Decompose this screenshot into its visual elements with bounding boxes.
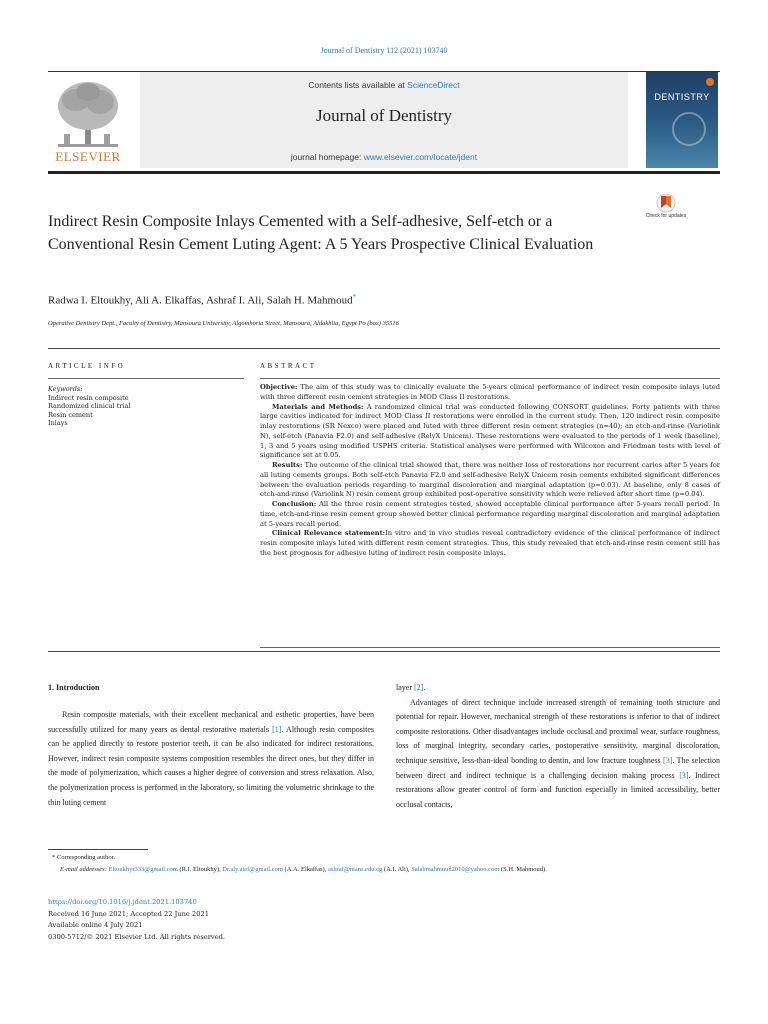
body-top-rule bbox=[48, 651, 720, 652]
received-dates: Received 16 June 2021; Accepted 22 June 2021 bbox=[48, 909, 210, 918]
keyword-item: Resin cement bbox=[48, 410, 93, 419]
article-info-rule bbox=[48, 378, 244, 379]
email-link[interactable]: ashraf@mans.edu.eg bbox=[327, 866, 383, 873]
cover-title: DENTISTRY bbox=[654, 92, 710, 102]
relevance-label: Clinical Relevance statement: bbox=[272, 529, 386, 538]
article-metadata bbox=[48, 897, 708, 943]
email-addresses bbox=[60, 863, 720, 876]
cover-graphic bbox=[672, 112, 706, 146]
email-owner: (A.A. Elkaffas), bbox=[282, 866, 328, 873]
journal-citation[interactable]: Journal of Dentistry 112 (2021) 103740 bbox=[320, 46, 448, 55]
objective-label: Objective: bbox=[260, 383, 298, 391]
check-for-updates-icon[interactable] bbox=[648, 192, 684, 228]
reference-link-3[interactable]: [3] bbox=[663, 755, 673, 765]
intro-text: layer bbox=[396, 683, 414, 692]
intro-paragraph bbox=[48, 708, 374, 810]
journal-homepage-line bbox=[140, 152, 628, 162]
header-bottom-rule bbox=[48, 171, 720, 174]
authors-text: Radwa I. Eltoukhy, Ali A. Elkaffas, Ashraf I. Ali, Salah H. Mahmoud bbox=[48, 294, 353, 307]
article-title: Indirect Resin Composite Inlays Cemented with a Self-adhesive, Self-etch or a Conventional Resin Cement Luting Agent: A 5 Years Prospective Clinical Evaluation bbox=[48, 213, 594, 253]
intro-left-column bbox=[48, 708, 374, 810]
journal-homepage-link[interactable]: www.elsevier.com/locate/jdent bbox=[363, 152, 478, 162]
author-list bbox=[48, 293, 648, 307]
email-owner: (A.I. Ali), bbox=[382, 866, 412, 873]
abstract-methods bbox=[260, 403, 720, 462]
corresponding-author-mark[interactable]: * bbox=[352, 293, 357, 301]
corresponding-author-note: * Corresponding author. bbox=[52, 854, 116, 861]
reference-link-3[interactable]: [3] bbox=[679, 770, 689, 780]
reference-link-2[interactable]: [2] bbox=[414, 683, 424, 692]
intro-continuation bbox=[396, 681, 720, 696]
intro-text: . Although resin composites can be applied directly to restore posterior teeth, it can be also indicated for indirect restorations. However, indirect resin composite systems composition resembles the direct ones, but they differ in the mode of polymerization, which causes a higher degree of conversion and stress relaxation. Also, the polymerization process is performed in the laboratory, so limiting the volumetric shrinkage to the thin luting cement bbox=[48, 724, 374, 807]
relevance-text: In vitro and in vivo studies reveal contradictory evidence of the clinical performance of indirect resin composite inlays luted with different resin cement strategies. Thus, this study revealed that etch-and-rinse resin cement still has the best prognosis for adhesive luting of indirect resin composite inlays. bbox=[260, 529, 720, 557]
intro-text: . bbox=[423, 683, 426, 692]
cover-dot-icon bbox=[706, 78, 714, 86]
email-label: E-mail addresses: bbox=[60, 866, 107, 873]
keyword-item: Inlays bbox=[48, 419, 68, 427]
email-owner: (R.I. Eltoukhy), bbox=[177, 866, 223, 873]
copyright: 0300-5712/© 2021 Elsevier Ltd. All rights reserved. bbox=[48, 932, 226, 941]
intro-text: Advantages of direct technique include increased strength of remaining tooth structure and potential for repair. However, mechanical strength of these restorations is inferior to that of indirect composite restorations. Other disadvantages include occlusal and proximal wear, surface roughness, loss of marginal integrity, secondary caries, postoperative sensitivity, marginal discoloration, technique sensitive, less-than-ideal bonding to dentin, and low fracture toughness bbox=[396, 697, 720, 765]
elsevier-wordmark: ELSEVIER bbox=[55, 149, 121, 164]
contents-line bbox=[140, 80, 628, 90]
methods-text: A randomized clinical trial was conducted following CONSORT guidelines. Forty patients with three large cavities indicated for indirect MOD Class II restorations were enrolled in the current study. Then, 120 indirect resin composite inlay restorations (SR Nexco) were placed and luted with three different resin cement strategies (n=40); an etch-and-rinse (Variolink N), self-etch (Panavia F2.0) and self-adhesive (RelyX Unicem). These restorations were evaluated to the periods of 1 week (baseline), 1, 3 and 5 years using modified USPHS criteria. Statistical analyses were performed with Wilcoxon and Friedman tests with level of significance set at 0.05. bbox=[260, 402, 721, 460]
conclusion-label: Conclusion: bbox=[272, 500, 317, 508]
abstract-heading: ABSTRACT bbox=[260, 362, 317, 370]
journal-title: Journal of Dentistry bbox=[316, 106, 452, 125]
check-for-updates-label[interactable]: Check for updates bbox=[645, 213, 687, 219]
results-label: Results: bbox=[272, 461, 303, 469]
methods-label: Materials and Methods: bbox=[272, 402, 364, 411]
abstract-results bbox=[260, 461, 720, 500]
keyword-item: Indirect resin composite bbox=[48, 393, 129, 402]
abstract-objective bbox=[260, 383, 720, 403]
intro-text: . Indirect restorations allow greater control of form and function especially in limited accessibility, better occlusal contacts, bbox=[396, 770, 720, 809]
email-link[interactable]: Dr.aly.atef@gmail.com bbox=[222, 866, 283, 873]
author-affiliation: Operative Dentistry Dept., Faculty of Dentistry, Mansoura University, Algomhoria Street, Mansoura, Aldakhlia, Egypt Po (box) 35516 bbox=[48, 320, 399, 327]
abstract-bottom-rule bbox=[260, 647, 720, 648]
intro-right-column bbox=[396, 681, 720, 812]
abstract-conclusion bbox=[260, 500, 720, 529]
info-top-rule bbox=[48, 348, 720, 349]
abstract-relevance bbox=[260, 529, 720, 558]
abstract-body bbox=[260, 383, 720, 559]
online-date: Available online 4 July 2021 bbox=[48, 921, 143, 929]
intro-text: . The selection between direct and indirect technique is a challenging decision making process bbox=[396, 755, 720, 780]
email-link[interactable]: Salahmahmoud2010@yahoo.com bbox=[411, 866, 500, 873]
doi-link[interactable]: https://doi.org/10.1016/j.jdent.2021.103740 bbox=[48, 898, 197, 906]
results-text: The outcome of the clinical trial showed that, there was neither loss of restorations nor recurrent caries after 5 years for all luting cements groups. Both self-etch Panavia F2.0 and self-adhesive RelyX Unicem resin cements exhibited significant differences between the evaluation periods regarding to marginal discoloration and marginal adaptation (p=0.03). At baseline, only 8 cases of etch-and-rinse (Variolink N) resin cement group exhibited post-operative sensitivity which were relieved after short time (p=0.04). bbox=[260, 461, 720, 499]
intro-text: Resin composite materials, with their excellent mechanical and esthetic properties, have been successfully utilized for many years as dental restorative materials bbox=[48, 710, 374, 734]
introduction-heading: 1. Introduction bbox=[48, 683, 100, 692]
keywords-block bbox=[48, 385, 244, 428]
sciencedirect-link[interactable]: ScienceDirect bbox=[407, 80, 460, 90]
email-link[interactable]: Eltoukhyr333@gmail.com bbox=[108, 866, 178, 873]
keywords-label: Keywords: bbox=[48, 385, 83, 393]
conclusion-text: All the three resin cement strategies tested, showed acceptable clinical performance after 5-years recall period. In time, etch-and-rinse resin cement group showed better clinical performance regarding marginal discoloration and marginal adaptation at 5-years recall period. bbox=[260, 500, 720, 528]
abstract-rule bbox=[260, 378, 720, 379]
email-owner: (S.H. Mahmoud). bbox=[499, 866, 547, 873]
footnote-rule bbox=[48, 849, 148, 850]
article-info-heading: ARTICLE INFO bbox=[48, 362, 126, 370]
homepage-prefix: journal homepage: bbox=[290, 152, 364, 162]
contents-prefix: Contents lists available at bbox=[308, 80, 408, 90]
keyword-item: Randomized clinical trial bbox=[48, 402, 131, 410]
reference-link-1[interactable]: [1] bbox=[272, 724, 282, 734]
objective-text: The aim of this study was to clinically evaluate the 5-years clinical performance of indirect resin composite inlays luted with three different resin cement strategies in MOD Class II restorations. bbox=[260, 383, 720, 401]
intro-paragraph bbox=[396, 696, 720, 813]
